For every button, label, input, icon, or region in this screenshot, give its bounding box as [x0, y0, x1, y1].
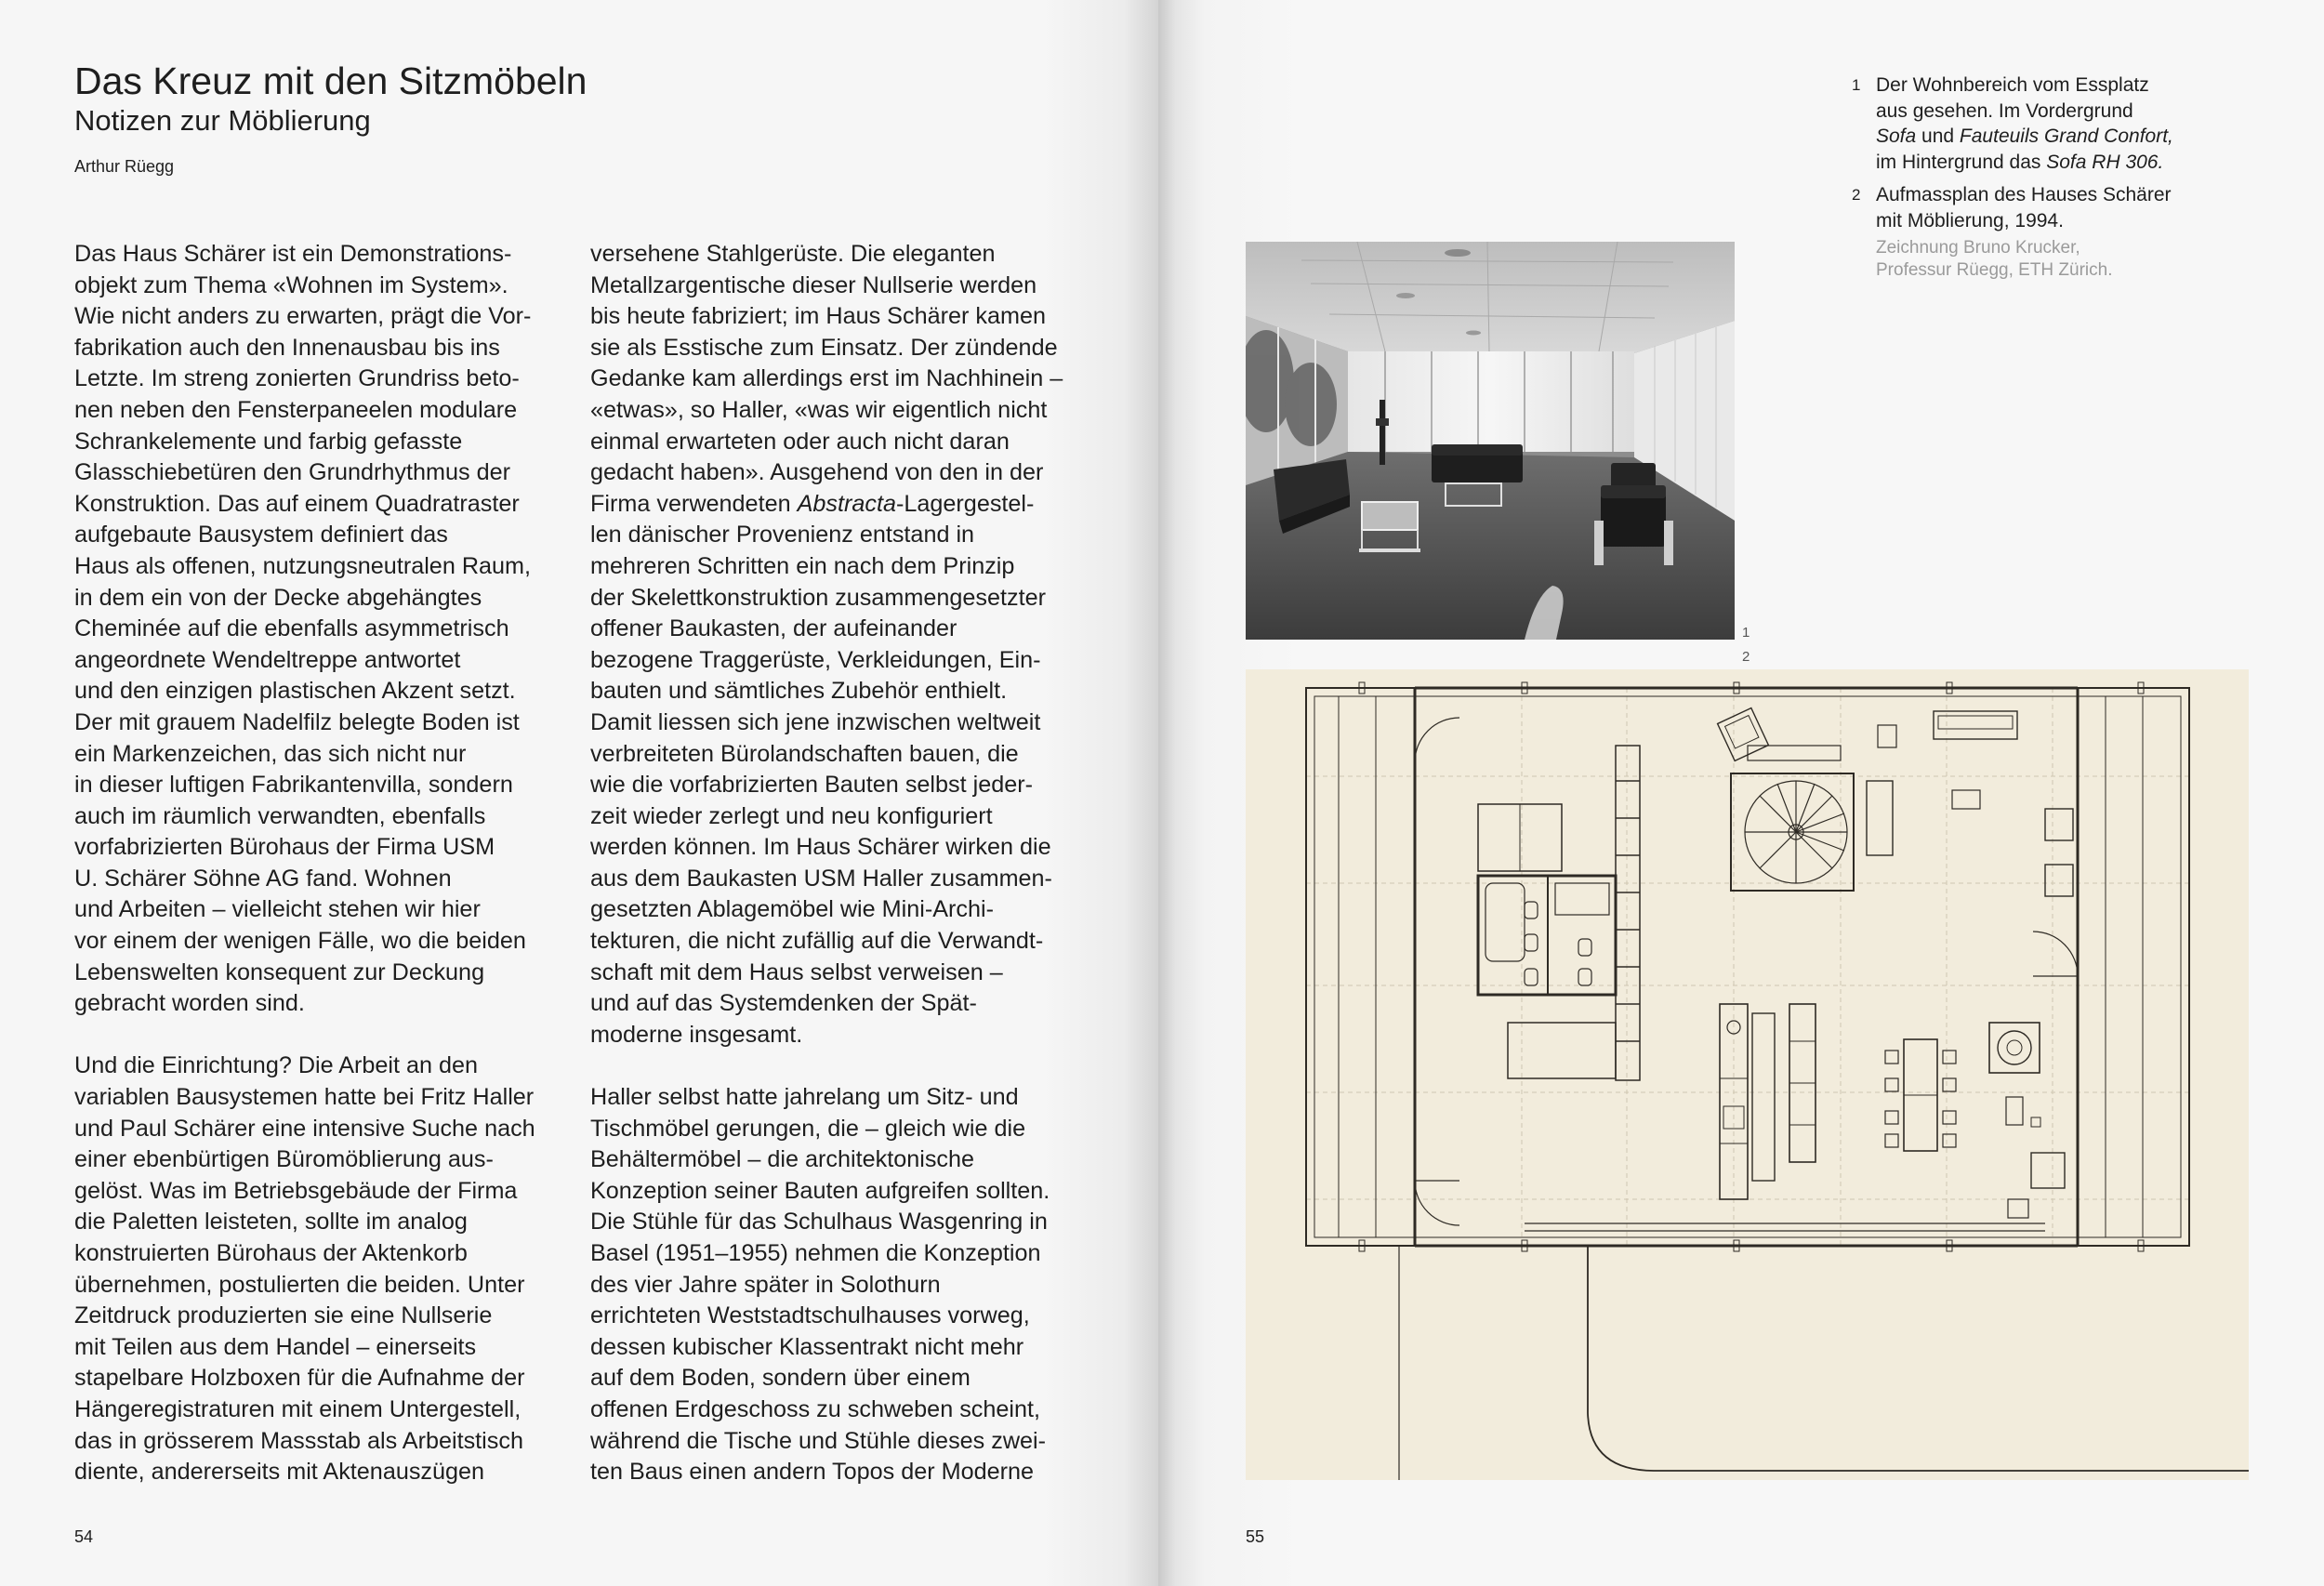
text-line: dessen kubischer Klassentrakt nicht mehr: [590, 1333, 1024, 1360]
caption-span: und: [1916, 126, 1960, 147]
text-line: Glasschiebetüren den Grundrhythmus der: [74, 459, 511, 486]
text-line: vor einem der wenigen Fälle, wo die beiden: [74, 928, 526, 955]
text-line: Konstruktion. Das auf einem Quadratraster: [74, 490, 520, 517]
text-line: der Skelettkonstruktion zusammengesetzter: [590, 584, 1046, 611]
text-line: objekt zum Thema «Wohnen im System».: [74, 271, 508, 298]
text-line: versehene Stahlgerüste. Die eleganten: [590, 241, 996, 267]
abstracta-term: Abstracta: [797, 490, 896, 517]
text-line: Der mit grauem Nadelfilz belegte Boden ist: [74, 708, 520, 735]
text-line: einmal erwarteten oder auch nicht daran: [590, 428, 1010, 455]
text-line: aus dem Baukasten USM Haller zusammen-: [590, 865, 1052, 892]
text-line: gebracht worden sind.: [74, 990, 305, 1017]
text-line: sie als Esstische zum Einsatz. Der zündende: [590, 334, 1058, 361]
text-line: moderne insgesamt.: [590, 1021, 803, 1048]
text-line: «etwas», so Haller, «was wir eigentlich nicht: [590, 396, 1048, 423]
article-author: Arthur Rüegg: [74, 157, 175, 176]
text-line: ten Baus einen andern Topos der Moderne: [590, 1459, 1035, 1486]
caption-italic: Fauteuils Grand Confort,: [1959, 126, 2173, 147]
text-line: auch im räumlich verwandten, ebenfalls: [74, 802, 486, 829]
text-line: die Paletten leisteten, sollte im analog: [74, 1209, 468, 1236]
text-line: Die Stühle für das Schulhaus Wasgenring in: [590, 1209, 1048, 1236]
text-line: schaft mit dem Haus selbst verweisen –: [590, 958, 1003, 985]
text-line: Behältermöbel – die architektonische: [590, 1146, 975, 1173]
caption-text: Aufmassplan des Hauses Schärer mit Möblierung, 1994.: [1876, 184, 2172, 231]
text-line: gesetzten Ablagemöbel wie Mini-Archi-: [590, 896, 994, 923]
caption-line: [1876, 150, 2289, 176]
caption-credit: Zeichnung Bruno Krucker, Professur Rüegg, ETH Zürich.: [1876, 238, 2113, 280]
text-line: Hängeregistraturen mit einem Untergestell,: [74, 1395, 522, 1422]
caption-span: im Hintergrund das: [1876, 151, 2047, 173]
text-line: in dem ein von der Decke abgehängtes: [74, 584, 482, 611]
text-line: vorfabrizierten Bürohaus der Firma USM: [74, 834, 495, 861]
text-line: Wie nicht anders zu erwarten, prägt die Vor-: [74, 303, 532, 330]
text-line: Schrankelemente und farbig gefasste: [74, 428, 463, 455]
caption-2: [1852, 182, 2289, 282]
article-title: Das Kreuz mit den Sitzmöbeln: [74, 59, 588, 102]
text-line: Zeitdruck produzierten sie eine Nullserie: [74, 1302, 493, 1329]
text-line: konstruierten Bürohaus der Aktenkorb: [74, 1240, 468, 1266]
article-subtitle: Notizen zur Möblierung: [74, 104, 371, 137]
text-line: nen neben den Fensterpaneelen modulare: [74, 396, 518, 423]
caption-line: Der Wohnbereich vom Essplatz: [1876, 74, 2149, 96]
text-line: ein Markenzeichen, das sich nicht nur: [74, 740, 467, 767]
caption-number: 2: [1852, 186, 1861, 204]
text-column-2: [590, 239, 1063, 1488]
text-line: gedacht haben». Ausgehend von den in der: [590, 459, 1044, 486]
text-line: Damit liessen sich jene inzwischen weltweit: [590, 708, 1041, 735]
text-line: einer ebenbürtigen Büromöblierung aus-: [74, 1146, 494, 1173]
caption-number: 1: [1852, 76, 1861, 94]
caption-italic: Sofa: [1876, 126, 1917, 147]
text-line: bauten und sämtliches Zubehör enthielt.: [590, 678, 1008, 705]
caption-text: [1876, 73, 2289, 175]
paragraph: [590, 1082, 1063, 1488]
page-number-right: 55: [1246, 1527, 1265, 1546]
text-line: zeit wieder zerlegt und neu konfiguriert: [590, 802, 993, 829]
text-line: mehreren Schritten ein nach dem Prinzip: [590, 552, 1015, 579]
text-line: Gedanke kam allerdings erst im Nachhinein –: [590, 365, 1063, 392]
abstracta-suffix: -Lagergestel-: [896, 490, 1035, 517]
text-line: übernehmen, postulierten die beiden. Unter: [74, 1271, 525, 1298]
text-line: auf dem Boden, sondern über einem: [590, 1365, 971, 1392]
text-line: diente, andererseits mit Aktenauszügen: [74, 1459, 485, 1486]
text-line: Firma verwendeten: [590, 490, 798, 517]
text-line: Letzte. Im streng zonierten Grundriss beto-: [74, 365, 520, 392]
text-line: Haller selbst hatte jahrelang um Sitz- und: [590, 1084, 1019, 1111]
text-line: Lebenswelten konsequent zur Deckung: [74, 958, 485, 985]
floor-plan-drawing: [1246, 669, 2249, 1480]
paragraph: [74, 1051, 535, 1487]
text-line: U. Schärer Söhne AG fand. Wohnen: [74, 865, 452, 892]
text-line: und den einzigen plastischen Akzent setzt.: [74, 678, 516, 705]
caption-italic: Sofa RH 306.: [2046, 151, 2164, 173]
text-line: variablen Bausystemen hatte bei Fritz Haller: [74, 1084, 535, 1111]
text-line: angeordnete Wendeltreppe antwortet: [74, 646, 461, 673]
text-line: Tischmöbel gerungen, die – gleich wie die: [590, 1115, 1026, 1142]
text-line: Das Haus Schärer ist ein Demonstrations-: [74, 241, 512, 267]
text-line: stapelbare Holzboxen für die Aufnahme der: [74, 1365, 525, 1392]
text-line: bezogene Traggerüste, Verkleidungen, Ein-: [590, 646, 1041, 673]
text-line: len dänischer Provenienz entstand in: [590, 522, 975, 548]
text-line: während die Tische und Stühle dieses zwei-: [590, 1427, 1047, 1454]
text-line: bis heute fabriziert; im Haus Schärer kamen: [590, 303, 1046, 330]
text-line: Metallzargentische dieser Nullserie werden: [590, 271, 1037, 298]
paragraph: [590, 239, 1063, 1051]
text-line: offenen Erdgeschoss zu schweben scheint,: [590, 1395, 1040, 1422]
text-line: aufgebaute Bausystem definiert das: [74, 522, 448, 548]
text-column-1: [74, 239, 535, 1488]
text-line: in dieser luftigen Fabrikantenvilla, sondern: [74, 772, 513, 799]
text-line: Und die Einrichtung? Die Arbeit an den: [74, 1052, 479, 1079]
page-number-left: 54: [74, 1527, 94, 1546]
text-line: und Paul Schärer eine intensive Suche nach: [74, 1115, 535, 1142]
text-line: Basel (1951–1955) nehmen die Konzeption: [590, 1240, 1041, 1266]
caption-line: aus gesehen. Im Vordergrund: [1876, 99, 2133, 122]
text-line: und Arbeiten – vielleicht stehen wir hier: [74, 896, 481, 923]
text-line: des vier Jahre später in Solothurn: [590, 1271, 941, 1298]
left-page: [0, 0, 1158, 1586]
figure-captions: [1852, 73, 2289, 289]
text-line: das in grösserem Massstab als Arbeitstisch: [74, 1427, 523, 1454]
text-line: Haus als offenen, nutzungsneutralen Raum,: [74, 552, 532, 579]
text-line: werden können. Im Haus Schärer wirken die: [590, 834, 1051, 861]
text-line: Konzeption seiner Bauten aufgreifen sollten.: [590, 1177, 1050, 1204]
text-line: fabrikation auch den Innenausbau bis ins: [74, 334, 500, 361]
text-line: wie die vorfabrizierten Bauten selbst jeder-: [590, 772, 1034, 799]
text-line: Cheminée auf die ebenfalls asymmetrisch: [74, 615, 509, 642]
text-line: tekturen, die nicht zufällig auf die Verwandt-: [590, 928, 1044, 955]
text-line: und auf das Systemdenken der Spät-: [590, 990, 977, 1017]
living-room-photo: [1246, 242, 1735, 640]
text-line: errichteten Weststadtschulhauses vorweg,: [590, 1302, 1030, 1329]
caption-1: [1852, 73, 2289, 175]
figure-number-2: 2: [1742, 649, 1750, 665]
text-line: offener Baukasten, der aufeinander: [590, 615, 957, 642]
text-line: mit Teilen aus dem Handel – einerseits: [74, 1333, 477, 1360]
paragraph: [74, 239, 535, 1020]
text-line: gelöst. Was im Betriebsgebäude der Firma: [74, 1177, 518, 1204]
figure-number-1: 1: [1742, 625, 1750, 641]
caption-line: [1876, 124, 2289, 150]
text-line: verbreiteten Bürolandschaften bauen, die: [590, 740, 1019, 767]
